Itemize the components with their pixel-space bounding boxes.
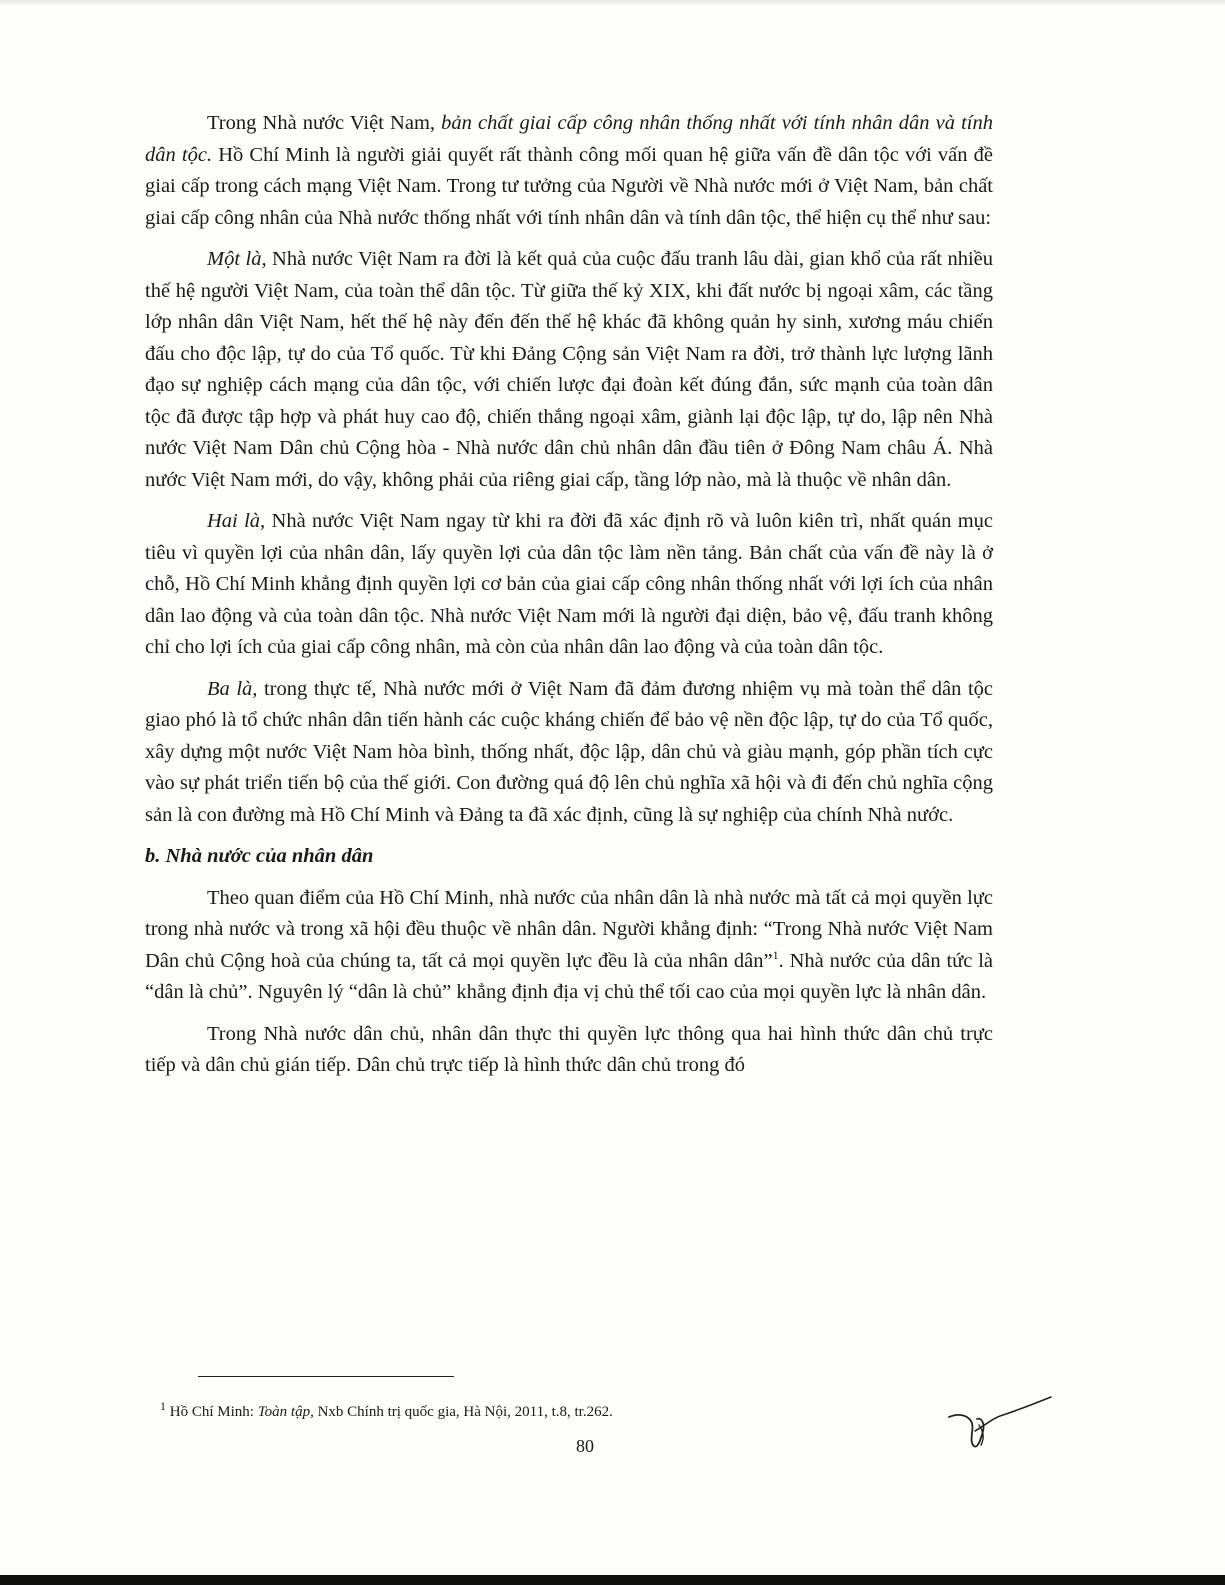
paragraph-mot-la bbox=[145, 244, 993, 496]
scan-bottom-edge bbox=[0, 1575, 1225, 1585]
paragraph-lead: Hai là, bbox=[207, 510, 266, 532]
footnote bbox=[160, 1399, 960, 1422]
footnote-title: Toàn tập, bbox=[257, 1404, 314, 1420]
footnote-reference[interactable]: 1 bbox=[772, 947, 779, 962]
body-text bbox=[145, 108, 993, 1092]
paragraph-text: Trong Nhà nước dân chủ, nhân dân thực thi quyền lực thông qua hai hình thức dân chủ trực tiếp và dân chủ gián tiếp. Dân chủ trực tiếp là hình thức dân chủ trong đó bbox=[145, 1022, 993, 1076]
footnote-separator bbox=[198, 1376, 454, 1377]
paragraph-text: . Nhà nước của dân tức là “dân là chủ”. Nguyên lý “dân là chủ” khẳng định địa vị chủ thể tối cao của mọi quyền lực là nhân dân. bbox=[145, 949, 993, 1003]
paragraph-ba-la bbox=[145, 674, 993, 832]
scan-top-edge bbox=[0, 0, 1225, 6]
paragraph-text: Nhà nước Việt Nam ngay từ khi ra đời đã xác định rõ và luôn kiên trì, nhất quán mục tiêu vì quyền lợi của nhân dân, lấy quyền lợi của dân tộc làm nền tảng. Bản chất của vấn đề này là ở chỗ, Hồ Chí Minh khẳng định quyền lợi cơ bản của giai cấp công nhân thống nhất với lợi ích của nhân dân lao động và của toàn dân tộc. Nhà nước Việt Nam mới là người đại diện, bảo vệ, đấu tranh không chỉ cho lợi ích của giai cấp công nhân, mà còn của nhân dân lao động và của toàn dân tộc. bbox=[145, 510, 994, 658]
paragraph-dan-chu bbox=[145, 1019, 993, 1082]
paragraph-intro bbox=[145, 108, 993, 234]
paragraph-lead: Một là, bbox=[207, 248, 267, 270]
paragraph-text: Nhà nước Việt Nam ra đời là kết quả của cuộc đấu tranh lâu dài, gian khổ của rất nhiều thế hệ người Việt Nam, của toàn thể dân tộc. Từ giữa thế kỷ XIX, khi đất nước bị ngoại xâm, các tầng lớp nhân dân Việt Nam, hết thế hệ này đến đến thế hệ khác đã không quản hy sinh, xương máu chiến đấu cho độc lập, tự do của Tổ quốc. Từ khi Đảng Cộng sản Việt Nam ra đời, trở thành lực lượng lãnh đạo sự nghiệp cách mạng của dân tộc, với chiến lược đại đoàn kết đúng đắn, sức mạnh của toàn dân tộc đã được tập hợp và phát huy cao độ, chiến thắng ngoại xâm, giành lại độc lập, tự do, lập nên Nhà nước Việt Nam Dân chủ Cộng hòa - Nhà nước dân chủ nhân dân đầu tiên ở Đông Nam châu Á. Nhà nước Việt Nam mới, do vậy, không phải của riêng giai cấp, tầng lớp nào, mà là thuộc về nhân dân. bbox=[145, 248, 993, 491]
footnote-author: Hồ Chí Minh: bbox=[166, 1404, 258, 1420]
paragraph-theo-quan-diem bbox=[145, 883, 993, 1009]
paragraph-lead: Ba là, bbox=[207, 677, 258, 700]
footnote-rest: Nxb Chính trị quốc gia, Hà Nội, 2011, t.8, tr.262. bbox=[313, 1404, 613, 1420]
page-number: 80 bbox=[576, 1436, 594, 1456]
paragraph-text: Theo quan điểm của Hồ Chí Minh, nhà nước của nhân dân là nhà nước mà tất cả mọi quyền lực trong nhà nước và trong xã hội đều thuộc về nhân dân. Người khẳng định: “Trong Nhà nước Việt Nam Dân chủ Cộng hoà của chúng ta, tất cả mọi quyền lực đều là của nhân dân” bbox=[145, 886, 993, 972]
section-heading-b: b. Nhà nước của nhân dân bbox=[145, 845, 374, 867]
intro-text-after: Hồ Chí Minh là người giải quyết rất thành công mối quan hệ giữa vấn đề dân tộc với vấn đề giai cấp trong cách mạng Việt Nam. Trong tư tưởng của Người về Nhà nước mới ở Việt Nam, bản chất giai cấp công nhân của Nhà nước thống nhất với tính nhân dân và tính dân tộc, thể hiện cụ thể như sau: bbox=[145, 143, 994, 229]
paragraph-hai-la bbox=[145, 506, 993, 664]
footnote-number: 1 bbox=[160, 1399, 166, 1413]
paragraph-text: trong thực tế, Nhà nước mới ở Việt Nam đã đảm đương nhiệm vụ mà toàn thể dân tộc giao phó là tổ chức nhân dân tiến hành các cuộc kháng chiến để bảo vệ nền độc lập, tự do của Tổ quốc, xây dựng một nước Việt Nam hòa bình, thống nhất, độc lập, dân chủ và giàu mạnh, góp phần tích cực vào sự phát triển tiến bộ của thế giới. Con đường quá độ lên chủ nghĩa xã hội và đi đến chủ nghĩa cộng sản là con đường mà Hồ Chí Minh và Đảng ta đã xác định, cũng là sự nghiệp của chính Nhà nước. bbox=[145, 677, 994, 826]
intro-emphasis: bản chất giai cấp công nhân thống nhất với tính nhân dân và tính dân tộc. bbox=[145, 112, 994, 166]
handwritten-initials-signature bbox=[945, 1395, 1055, 1455]
intro-text-before: Trong Nhà nước Việt Nam, bbox=[207, 112, 442, 134]
